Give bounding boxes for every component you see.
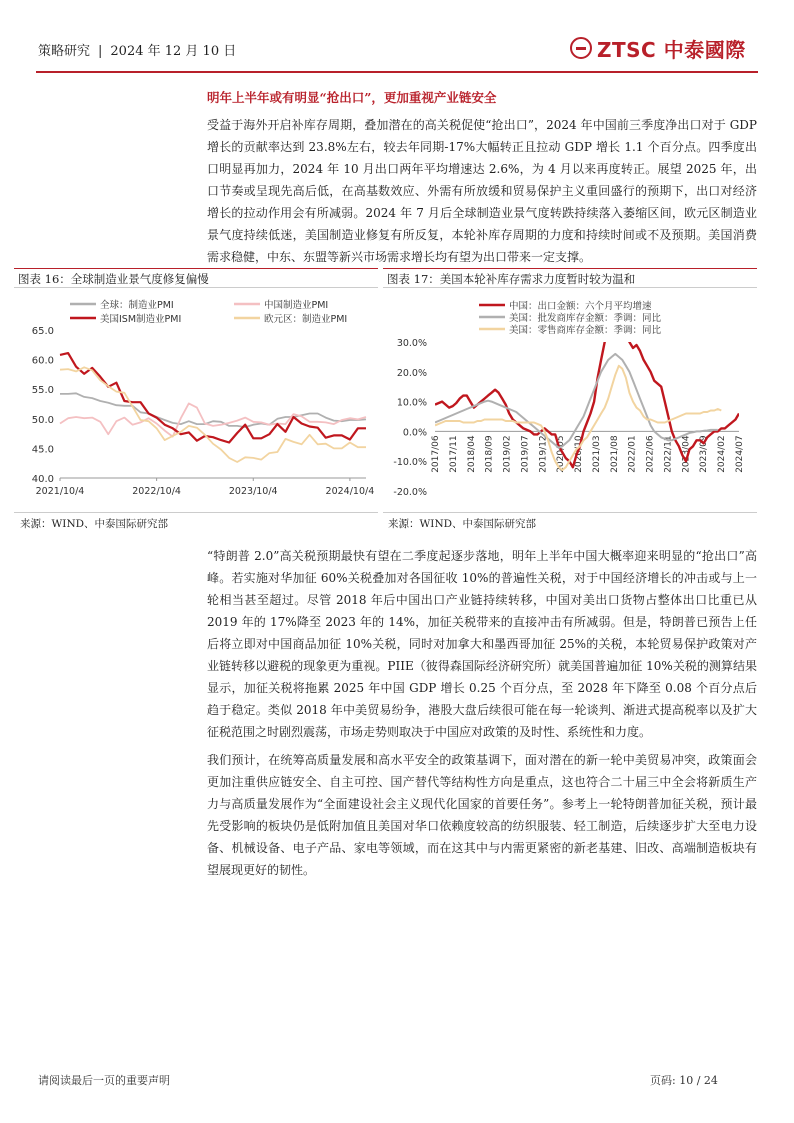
x-tick-label: 2022/01 bbox=[627, 435, 638, 473]
x-tick-label: 2024/02 bbox=[717, 435, 728, 473]
x-tick-label: 2024/10/4 bbox=[325, 486, 375, 497]
y-tick-label: 40.0 bbox=[31, 474, 54, 485]
x-tick-label: 2022/06 bbox=[645, 435, 656, 473]
x-tick-label: 2017/11 bbox=[448, 435, 459, 473]
footer-page-number: 页码: 10 / 24 bbox=[650, 1074, 718, 1087]
figure-17-bottom-rule bbox=[383, 512, 757, 513]
y-tick-label: -10.0% bbox=[393, 457, 427, 469]
x-tick-label: 2020/10 bbox=[574, 435, 585, 473]
y-tick-label: 20.0% bbox=[396, 367, 427, 379]
y-tick-label: 30.0% bbox=[396, 338, 427, 349]
y-tick-label: 0.0% bbox=[402, 427, 427, 439]
x-tick-label: 2020/05 bbox=[556, 435, 567, 473]
x-tick-label: 2021/03 bbox=[591, 435, 602, 473]
y-tick-label: 65.0 bbox=[31, 326, 54, 337]
x-tick-label: 2018/09 bbox=[484, 435, 495, 473]
y-tick-label: 45.0 bbox=[31, 444, 54, 456]
y-tick-label: 60.0 bbox=[31, 355, 54, 367]
paragraph-3: 我们预计，在统筹高质量发展和高水平安全的政策基调下，面对潜在的新一轮中美贸易冲突，政策面会更加注重供应链安全、自主可控、国产替代等结构性方向是重点，这也符合二十届三中全会将新质生产力与高质量发展作为“全面建设社会主义现代化国家的首要任务”。参考上一轮特朗普加征关税，预计最先受影响的板块仍是低附加值且美国对华口依赖度较高的纺织服装、轻工制造，后续逐步扩大至电力设备、机械设备、电子产品、家电等领域，而在这其中与内需更紧密的新老基建、旧改、高端制造板块有望展现更好的韧性。 bbox=[207, 753, 757, 877]
x-tick-label: 2021/10/4 bbox=[35, 486, 85, 497]
x-tick-label: 2017/06 bbox=[431, 435, 441, 473]
footer-disclaimer: 请阅读最后一页的重要声明 bbox=[38, 1074, 170, 1087]
chart-global-pmi bbox=[14, 290, 378, 512]
y-tick-label: -20.0% bbox=[393, 487, 427, 498]
figure-16-source: 来源：WIND、中泰国际研究部 bbox=[20, 518, 169, 530]
header-left bbox=[38, 40, 236, 59]
legend-label: 中国：出口金额：六个月平均增速 bbox=[509, 301, 652, 312]
legend-label: 美国ISM制造业PMI bbox=[100, 314, 182, 325]
legend-label: 中国制造业PMI bbox=[264, 300, 329, 311]
header-section: 策略研究 bbox=[38, 44, 91, 59]
x-tick-label: 2024/07 bbox=[735, 435, 745, 473]
header-divider bbox=[36, 71, 758, 73]
header-date: 2024 年 12 月 10 日 bbox=[110, 44, 237, 59]
chart-us-inventory bbox=[383, 290, 757, 512]
figure-16-bottom-rule bbox=[14, 512, 378, 513]
legend-label: 全球：制造业PMI bbox=[100, 300, 174, 311]
legend-label: 美国：批发商库存金额：季调：同比 bbox=[509, 313, 662, 324]
legend-label: 欧元区：制造业PMI bbox=[264, 314, 348, 325]
legend-label: 美国：零售商库存金额：季调：同比 bbox=[509, 325, 662, 336]
y-tick-label: 50.0 bbox=[31, 414, 54, 426]
series-line-1 bbox=[435, 354, 718, 448]
paragraph-1: 受益于海外开启补库存周期，叠加潜在的高关税促使“抢出口”，2024 年中国前三季度净出口对于 GDP 增长的贡献率达到 23.8%左右，较去年同期-17%大幅转正且拉动 GDP 增长 1.1 个百分点。四季度出口明显再加力，2024 年 10 月出口两年平均增速达 2.6%，为 4 月以来再度转正。展望 2025 年，出口节奏或呈现先高后低，在高基数效应、外需有所放缓和贸易保护主义重回盛行的预期下，出口对经济增长的拉动作用会有所减弱。2024 年 7 月后全球制造业景气度转跌持续落入萎缩区间，欧元区制造业景气度持续低迷，美国制造业修复有所反复，本轮补库存周期的力度和持续时间或不及预期。美国消费需求稳健，中东、东盟等新兴市场需求增长均有望为出口带来一定支撑。 bbox=[207, 118, 757, 264]
x-tick-label: 2023/09 bbox=[699, 435, 710, 473]
y-tick-label: 10.0% bbox=[396, 397, 427, 409]
figure-17-title: 图表 17：美国本轮补库存需求力度暂时较为温和 bbox=[383, 268, 757, 288]
y-tick-label: 55.0 bbox=[31, 385, 54, 397]
header-separator: | bbox=[98, 44, 103, 59]
ztsc-logo bbox=[570, 34, 746, 62]
x-tick-label: 2019/07 bbox=[520, 435, 531, 473]
x-tick-label: 2023/10/4 bbox=[228, 486, 278, 497]
x-tick-label: 2023/04 bbox=[681, 435, 692, 473]
x-tick-label: 2022/10/4 bbox=[132, 486, 181, 497]
x-tick-label: 2018/04 bbox=[466, 435, 477, 473]
x-tick-label: 2019/12 bbox=[538, 435, 549, 473]
x-tick-label: 2021/08 bbox=[609, 435, 620, 473]
figure-17-source: 来源：WIND、中泰国际研究部 bbox=[388, 518, 537, 530]
x-tick-label: 2019/02 bbox=[502, 435, 513, 473]
section-title: 明年上半年或有明显“抢出口”，更加重视产业链安全 bbox=[207, 90, 497, 105]
figure-16-title: 图表 16：全球制造业景气度修复偏慢 bbox=[14, 268, 378, 288]
logo-text: ZTSC 中泰國際 bbox=[597, 37, 746, 62]
paragraph-2: “特朗普 2.0”高关税预期最快有望在二季度起逐步落地，明年上半年中国大概率迎来明显的“抢出口”高峰。若实施对华加征 60%关税叠加对各国征收 10%的普遍性关税，对于中国经济增长的冲击或与上一轮相当甚至超过。尽管 2018 年后中国出口产业链持续转移，中国对美出口货物占整体出口比重已从 2019 年的 17%降至 2023 年的 14%，加征关税带来的直接冲击有所减弱。但是，特朗普已预告上任后将立即对中国商品加征 10%关税，同时对加拿大和墨西哥加征 25%的关税，本轮贸易保护政策对产业链转移以避税的现象更为重视。PIIE（彼得森国际经济研究所）就美国普遍加征 10%关税的测算结果显示，加征关税将拖累 2025 年中国 GDP 增长 0.25 个百分点，至 2028 年下降至 0.08 个百分点后趋于稳定。类似 2018 年中美贸易纷争，港股大盘后续很可能在每一轮谈判、渐进式提高税率以及扩大征税范围之时剧烈震荡，市场走势则取决于中国应对政策的及时性、系统性和力度。 bbox=[207, 549, 757, 739]
logo-icon bbox=[570, 37, 592, 59]
x-tick-label: 2022/11 bbox=[663, 435, 674, 473]
